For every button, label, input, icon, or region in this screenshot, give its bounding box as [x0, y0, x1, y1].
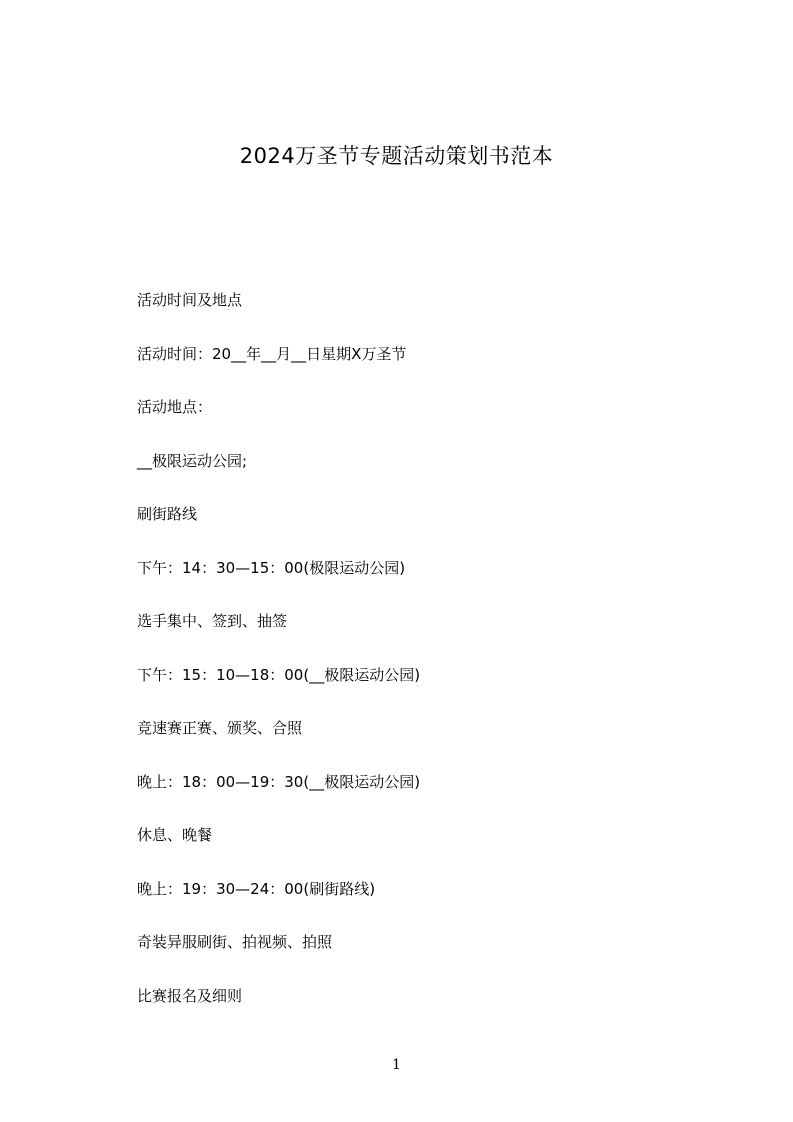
paragraph: 下午：14：30—15：00(极限运动公园)	[137, 558, 406, 577]
page-number: 1	[392, 1057, 401, 1073]
paragraph: 比赛报名及细则	[137, 986, 243, 1005]
paragraph: 下午：15：10—18：00(__极限运动公园)	[137, 665, 421, 684]
paragraph: 奇装异服刷街、拍视频、拍照	[137, 933, 333, 951]
paragraph: 活动时间及地点	[137, 291, 243, 309]
paragraph: 休息、晚餐	[137, 826, 213, 844]
paragraph: 晚上：18：00—19：30(__极限运动公园)	[137, 772, 421, 791]
document-body	[137, 288, 697, 1037]
paragraph: 刷街路线	[137, 505, 198, 523]
paragraph: __极限运动公园;	[137, 451, 248, 470]
paragraph: 活动地点：	[137, 398, 213, 416]
paragraph: 选手集中、签到、抽签	[137, 612, 288, 630]
paragraph: 活动时间：20__年__月__日星期X万圣节	[137, 344, 407, 363]
document-title: 2024万圣节专题活动策划书范本	[239, 144, 554, 168]
paragraph: 竞速赛正赛、颁奖、合照	[137, 719, 303, 737]
paragraph: 晚上：19：30—24：00(刷街路线)	[137, 879, 376, 898]
